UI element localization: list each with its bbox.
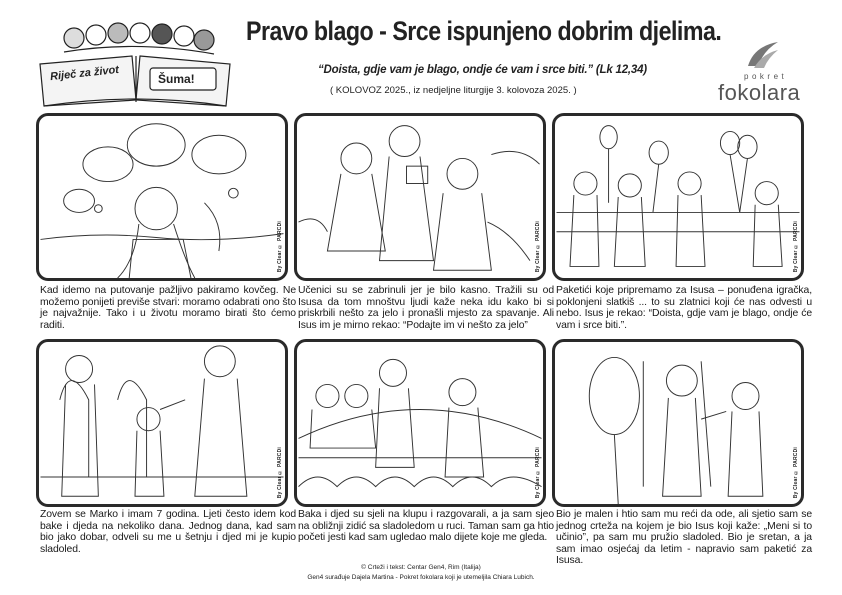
panel-caption-5: Baka i djed su sjeli na klupu i razgovarali, a ja sam sjeo na obližnji zidić sa sladoledom u ruci. Taman sam ga htio početi jesti kad sam ugledao malo dijete koje me gleda.: [298, 509, 554, 544]
jesus-disciples-illustration: [297, 116, 543, 278]
comic-panel-3: [552, 113, 804, 281]
comic-panel-1: [36, 113, 288, 281]
org-name: fokolara: [718, 80, 801, 105]
panel-caption-4: Zovem se Marko i imam 7 godina. Ljeti često idem kod bake i djeda na nekoliko dana. Jednog dana, kad sam bio jako dobar, odveli su me u šetnju i djed mi je kupio sladoled.: [40, 509, 296, 555]
org-small-text: pokret: [744, 72, 788, 81]
panel-credit: By Clear © PARCDi: [277, 446, 283, 498]
kids-balloons-illustration: [555, 116, 801, 278]
giving-icecream-illustration: [555, 342, 801, 504]
bible-quote: “Doista, gdje vam je blago, ondje će vam i srce biti.” (Lk 12,34): [318, 64, 647, 76]
panel-caption-1: Kad idemo na putovanje pažljivo pakiramo kovčeg. Ne možemo ponijeti previše stvari: moramo odabrati ono što je najvažnije. Tako i u životu moramo birati što ćemo raditi.: [40, 285, 296, 331]
grandparents-icecream-illustration: [39, 342, 285, 504]
comic-panel-6: [552, 339, 804, 507]
panel-credit: By Clear © PARCDi: [793, 220, 799, 272]
kids-book-logo: [36, 22, 236, 110]
packing-suitcase-illustration: [39, 116, 285, 278]
park-bench-illustration: [297, 342, 543, 504]
comic-panel-5: [294, 339, 546, 507]
book-left-text: Riječ za život: [49, 63, 120, 84]
panel-credit: By Clear © PARCDi: [277, 220, 283, 272]
footer-credits: © Crteži i tekst: Centar Gen4, Rim (Italija): [361, 564, 481, 571]
panel-credit: By Clear © PARCDi: [535, 446, 541, 498]
footer-organization: Gen4 surađuje Dajela Martina - Pokret fokolara koji je utemeljila Chiara Lubich.: [307, 574, 535, 581]
liturgy-source: ( KOLOVOZ 2025., iz nedjeljne liturgije 3. kolovoza 2025. ): [330, 85, 577, 96]
fokolare-mark-icon: [744, 40, 780, 70]
fokolare-logo: [718, 40, 808, 105]
panel-credit: By Clear © PARCDi: [793, 446, 799, 498]
book-right-text: Šuma!: [158, 72, 195, 86]
panel-credit: By Clear © PARCDi: [535, 220, 541, 272]
comic-panel-4: [36, 339, 288, 507]
comic-panel-2: [294, 113, 546, 281]
panel-caption-2: Učenici su se zabrinuli jer je bilo kasno. Tražili su od Isusa da tom mnoštvu ljudi kaže neka idu kako bi si priskrbili nešto za jelo i pronašli mjesto za spavanje. Ali Isus im je mirno rekao: “Podajte im vi nešto za jelo”: [298, 285, 554, 331]
panel-caption-3: Paketići koje pripremamo za Isusa – ponuđena igračka, poklonjeni slatkiš ... to su zlatnici koji će nas odvesti u nebo. Isus je rekao: “Doista, gdje vam je blago, ondje će vam i srce biti.”.: [556, 285, 812, 331]
panel-caption-6: Bio je malen i htio sam mu reći da ode, ali sjetio sam se jednog crteža na kojem je bio Isus koji kaže: „Meni si to učinio”, pa sam mu pružio sladoled. Bio je sretan, a ja sam imao osjećaj da letim - napravio sam paketić za Isusa.: [556, 509, 812, 567]
page-title: Pravo blago - Srce ispunjeno dobrim djelima.: [246, 16, 722, 46]
